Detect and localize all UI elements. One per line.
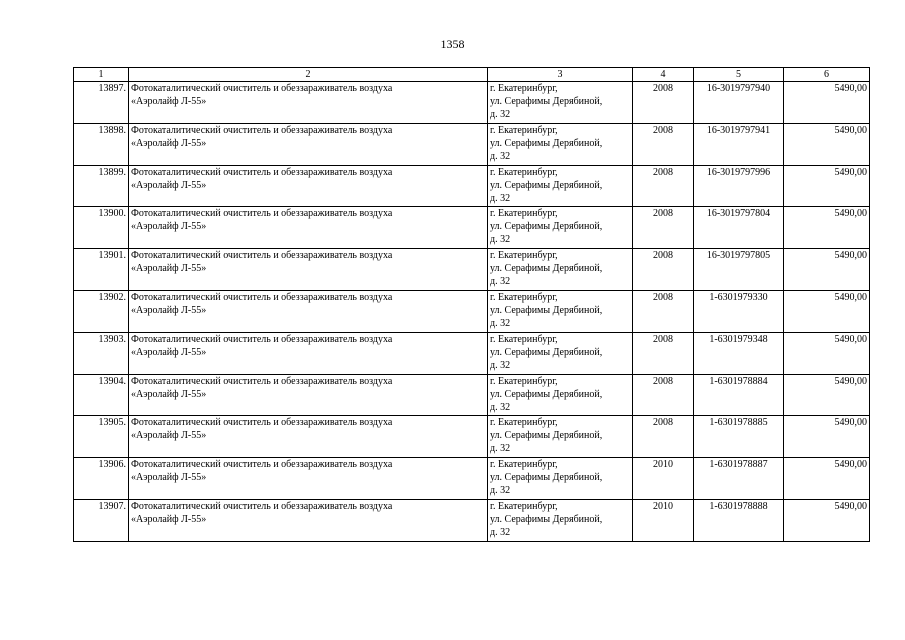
- inventory-number: 16-3019797804: [694, 207, 784, 249]
- address-house: д. 32: [490, 109, 511, 120]
- item-model-line: «Аэролайф Л-55»: [131, 430, 207, 442]
- address-city: г. Екатеринбург,: [490, 375, 558, 387]
- table-row: [74, 123, 870, 165]
- item-year: 2008: [633, 123, 694, 165]
- address-street: ул. Серафимы Дерябиной,: [490, 430, 603, 442]
- item-model-line: «Аэролайф Л-55»: [131, 388, 207, 400]
- item-model-line: «Аэролайф Л-55»: [131, 137, 207, 149]
- inventory-number: 1-6301978884: [694, 374, 784, 416]
- item-address: [488, 499, 633, 541]
- item-model-line: «Аэролайф Л-55»: [131, 304, 207, 316]
- address-house: д. 32: [490, 401, 511, 413]
- item-cost: 5490,00: [784, 416, 870, 458]
- item-year: 2008: [633, 207, 694, 249]
- address-city: г. Екатеринбург,: [490, 124, 558, 136]
- row-number: 13903.: [74, 332, 129, 374]
- item-cost: 5490,00: [784, 332, 870, 374]
- item-address: [488, 123, 633, 165]
- item-cost: 5490,00: [784, 458, 870, 500]
- item-cost: 5490,00: [784, 499, 870, 541]
- address-house: д. 32: [490, 234, 511, 246]
- item-year: 2010: [633, 499, 694, 541]
- table-row: [74, 207, 870, 249]
- page-number: 1358: [440, 37, 465, 51]
- item-cost: 5490,00: [784, 374, 870, 416]
- item-address: [488, 290, 633, 332]
- item-name-line: Фотокаталитический очиститель и обеззараживатель воздуха: [131, 250, 393, 262]
- address-city: г. Екатеринбург,: [490, 208, 558, 220]
- address-street: ул. Серафимы Дерябиной,: [490, 221, 603, 233]
- item-year: 2008: [633, 374, 694, 416]
- item-address: [488, 165, 633, 207]
- table-row: [74, 290, 870, 332]
- item-address: [488, 458, 633, 500]
- row-number: 13897.: [74, 82, 129, 124]
- inventory-table: [73, 67, 870, 542]
- address-street: ул. Серафимы Дерябиной,: [490, 179, 603, 191]
- address-street: ул. Серафимы Дерябиной,: [490, 96, 603, 107]
- item-model-line: «Аэролайф Л-55»: [131, 472, 207, 484]
- item-cost: 5490,00: [784, 249, 870, 291]
- address-city: г. Екатеринбург,: [490, 417, 558, 429]
- item-year: 2008: [633, 332, 694, 374]
- item-name-line: Фотокаталитический очиститель и обеззараживатель воздуха: [131, 166, 393, 178]
- item-name: [129, 207, 488, 249]
- item-model-line: «Аэролайф Л-55»: [131, 513, 207, 525]
- row-number: 13905.: [74, 416, 129, 458]
- table-row: [74, 416, 870, 458]
- address-street: ул. Серафимы Дерябиной,: [490, 137, 603, 149]
- address-city: г. Екатеринбург,: [490, 166, 558, 178]
- item-year: 2008: [633, 249, 694, 291]
- address-city: г. Екатеринбург,: [490, 333, 558, 345]
- address-street: ул. Серафимы Дерябиной,: [490, 388, 603, 400]
- row-number: 13902.: [74, 290, 129, 332]
- inventory-number: 1-6301978888: [694, 499, 784, 541]
- item-year: 2008: [633, 165, 694, 207]
- item-address: [488, 249, 633, 291]
- item-name-line: Фотокаталитический очиститель и обеззараживатель воздуха: [131, 333, 393, 345]
- table-row: [74, 82, 870, 124]
- item-year: 2010: [633, 458, 694, 500]
- item-model-line: «Аэролайф Л-55»: [131, 221, 207, 233]
- item-name-line: Фотокаталитический очиститель и обеззараживатель воздуха: [131, 291, 393, 303]
- table-row: [74, 374, 870, 416]
- item-name-line: Фотокаталитический очиститель и обеззараживатель воздуха: [131, 417, 393, 429]
- item-name: [129, 82, 488, 124]
- item-cost: 5490,00: [784, 290, 870, 332]
- item-name: [129, 165, 488, 207]
- item-address: [488, 416, 633, 458]
- address-city: г. Екатеринбург,: [490, 250, 558, 262]
- item-model-line: «Аэролайф Л-55»: [131, 346, 207, 358]
- address-street: ул. Серафимы Дерябиной,: [490, 346, 603, 358]
- col-header: 5: [694, 68, 784, 82]
- address-house: д. 32: [490, 526, 511, 538]
- item-name: [129, 249, 488, 291]
- address-house: д. 32: [490, 276, 511, 288]
- inventory-number: 16-3019797996: [694, 165, 784, 207]
- item-name: [129, 499, 488, 541]
- item-address: [488, 374, 633, 416]
- inventory-number: 16-3019797805: [694, 249, 784, 291]
- table-row: [74, 165, 870, 207]
- inventory-number: 1-6301979348: [694, 332, 784, 374]
- row-number: 13898.: [74, 123, 129, 165]
- inventory-number: 1-6301979330: [694, 290, 784, 332]
- item-model-line: «Аэролайф Л-55»: [131, 96, 207, 107]
- row-number: 13899.: [74, 165, 129, 207]
- item-year: 2008: [633, 82, 694, 124]
- item-name-line: Фотокаталитический очиститель и обеззараживатель воздуха: [131, 83, 393, 94]
- item-model-line: «Аэролайф Л-55»: [131, 179, 207, 191]
- item-address: [488, 332, 633, 374]
- item-name: [129, 290, 488, 332]
- item-cost: 5490,00: [784, 82, 870, 124]
- item-name: [129, 458, 488, 500]
- inventory-number: 1-6301978887: [694, 458, 784, 500]
- address-city: г. Екатеринбург,: [490, 291, 558, 303]
- address-city: г. Екатеринбург,: [490, 500, 558, 512]
- address-house: д. 32: [490, 150, 511, 162]
- col-header: 2: [129, 68, 488, 82]
- item-name-line: Фотокаталитический очиститель и обеззараживатель воздуха: [131, 208, 393, 220]
- address-house: д. 32: [490, 485, 511, 497]
- item-name: [129, 416, 488, 458]
- table-row: [74, 458, 870, 500]
- item-model-line: «Аэролайф Л-55»: [131, 263, 207, 275]
- item-address: [488, 207, 633, 249]
- address-city: г. Екатеринбург,: [490, 459, 558, 471]
- item-address: [488, 82, 633, 124]
- address-house: д. 32: [490, 192, 511, 204]
- address-street: ул. Серафимы Дерябиной,: [490, 263, 603, 275]
- table-row: [74, 249, 870, 291]
- item-cost: 5490,00: [784, 207, 870, 249]
- inventory-number: 16-3019797940: [694, 82, 784, 124]
- address-street: ул. Серафимы Дерябиной,: [490, 513, 603, 525]
- address-house: д. 32: [490, 443, 511, 455]
- col-header: 4: [633, 68, 694, 82]
- item-name-line: Фотокаталитический очиститель и обеззараживатель воздуха: [131, 459, 393, 471]
- col-header: 3: [488, 68, 633, 82]
- row-number: 13907.: [74, 499, 129, 541]
- header-row: [74, 68, 870, 82]
- row-number: 13900.: [74, 207, 129, 249]
- address-city: г. Екатеринбург,: [490, 83, 558, 94]
- inventory-number: 1-6301978885: [694, 416, 784, 458]
- table-row: [74, 499, 870, 541]
- item-name-line: Фотокаталитический очиститель и обеззараживатель воздуха: [131, 375, 393, 387]
- row-number: 13906.: [74, 458, 129, 500]
- col-header: 6: [784, 68, 870, 82]
- item-year: 2008: [633, 290, 694, 332]
- item-name-line: Фотокаталитический очиститель и обеззараживатель воздуха: [131, 124, 393, 136]
- address-house: д. 32: [490, 359, 511, 371]
- table-row: [74, 332, 870, 374]
- row-number: 13901.: [74, 249, 129, 291]
- item-name: [129, 123, 488, 165]
- item-cost: 5490,00: [784, 123, 870, 165]
- inventory-number: 16-3019797941: [694, 123, 784, 165]
- col-header: 1: [74, 68, 129, 82]
- row-number: 13904.: [74, 374, 129, 416]
- address-street: ул. Серафимы Дерябиной,: [490, 304, 603, 316]
- address-house: д. 32: [490, 317, 511, 329]
- item-name-line: Фотокаталитический очиститель и обеззараживатель воздуха: [131, 500, 393, 512]
- address-street: ул. Серафимы Дерябиной,: [490, 472, 603, 484]
- item-year: 2008: [633, 416, 694, 458]
- item-name: [129, 374, 488, 416]
- item-name: [129, 332, 488, 374]
- item-cost: 5490,00: [784, 165, 870, 207]
